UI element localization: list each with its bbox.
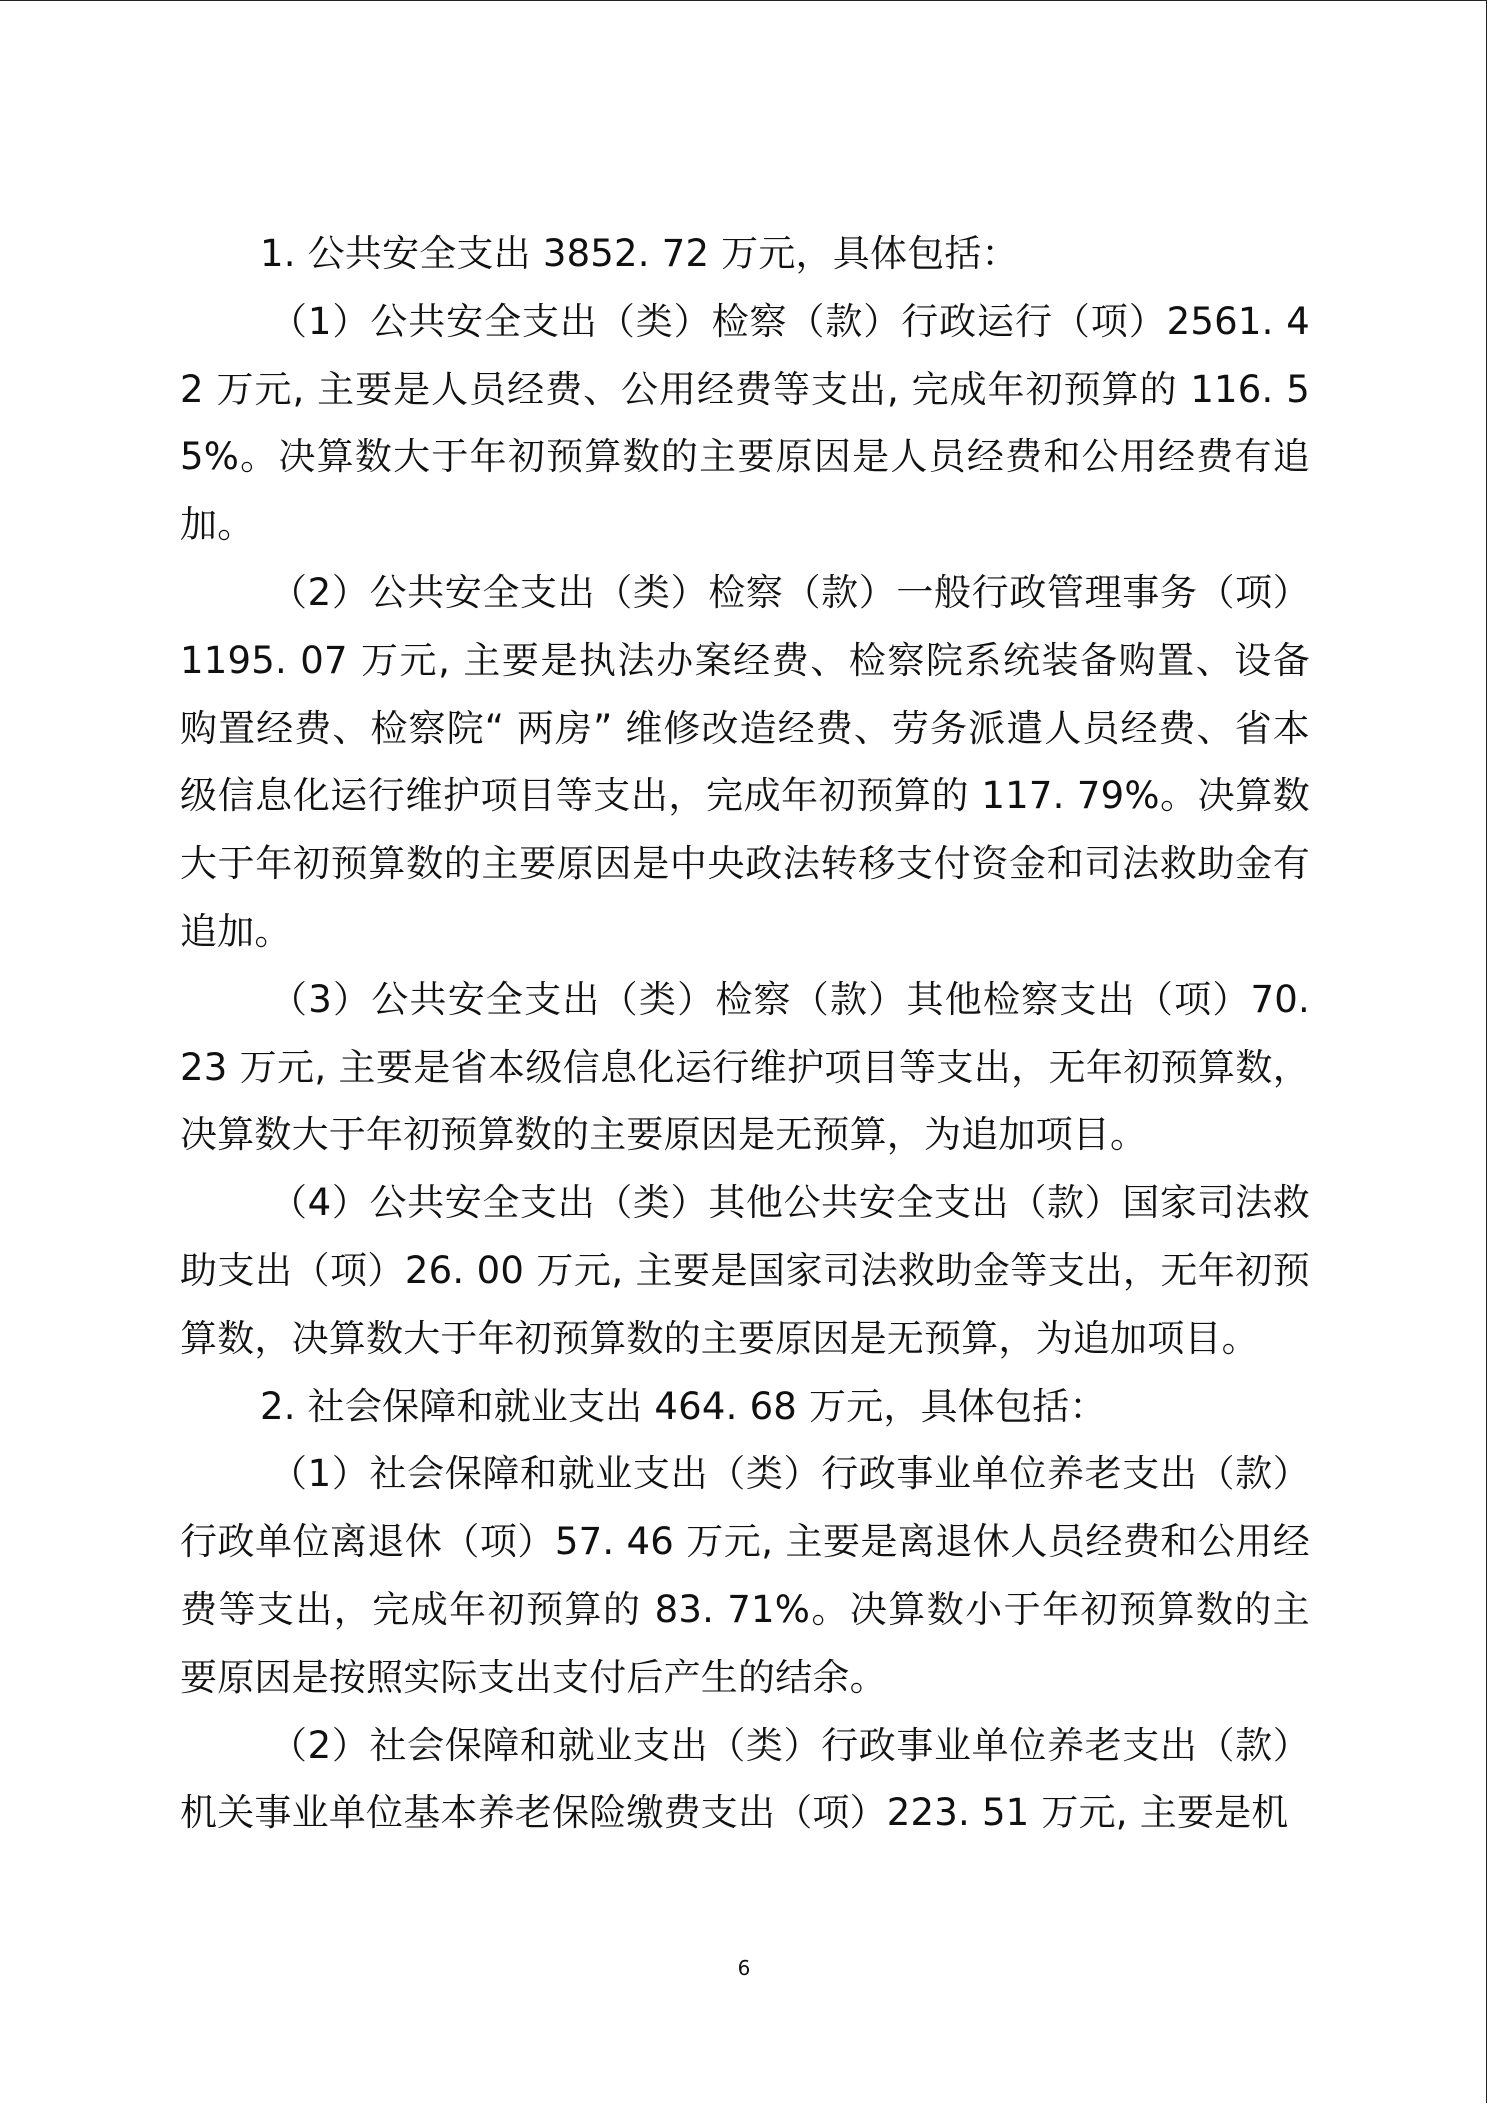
- section-heading-public-security: 1. 公共安全支出 3852. 72 万元，具体包括：: [260, 232, 1019, 275]
- item-other-procuratorate: （3）公共安全支出（类）检察（款）其他检察支出（项）70. 23 万元, 主要是省本级信息化运行维护项目等支出，无年初预算数，决算数大于年初预算数的主要原因是无预算，为追加项目。: [180, 977, 1310, 1157]
- document-body: [180, 220, 1310, 1847]
- item-general-administration: （2）公共安全支出（类）检察（款）一般行政管理事务（项）1195. 07 万元, 主要是执法办案经费、检察院系统装备购置、设备购置经费、检察院“ 两房” 维修改造经费、劳务派遣人员经费、省本级信息化运行维护项目等支出，完成年初预算的 117. 79%。决算数大于年初预算数的主要原因是中央政法转移支付资金和司法救助金有追加。: [180, 570, 1310, 953]
- section-heading-social-security: 2. 社会保障和就业支出 464. 68 万元，具体包括：: [260, 1384, 1107, 1428]
- item-administrative-operation: （1）公共安全支出（类）检察（款）行政运行（项）2561. 42 万元, 主要是人员经费、公用经费等支出, 完成年初预算的 116. 55%。决算数大于年初预算数的主要原因是人员经费和公用经费有追加。: [180, 299, 1310, 547]
- item-retirement: （1）社会保障和就业支出（类）行政事业单位养老支出（款）行政单位离退休（项）57. 46 万元, 主要是离退休人员经费和公用经费等支出，完成年初预算的 83. 71%。决算数小于年初预算数的主要原因是按照实际支出支付后产生的结余。: [180, 1452, 1310, 1699]
- item-judicial-assistance: （4）公共安全支出（类）其他公共安全支出（款）国家司法救助支出（项）26. 00 万元, 主要是国家司法救助金等支出，无年初预算数，决算数大于年初预算数的主要原因是无预算，为追加项目。: [180, 1181, 1310, 1360]
- page-number: 6: [737, 1956, 751, 1980]
- item-pension-insurance: （2）社会保障和就业支出（类）行政事业单位养老支出（款）机关事业单位基本养老保险缴费支出（项）223. 51 万元, 主要是机: [180, 1723, 1310, 1835]
